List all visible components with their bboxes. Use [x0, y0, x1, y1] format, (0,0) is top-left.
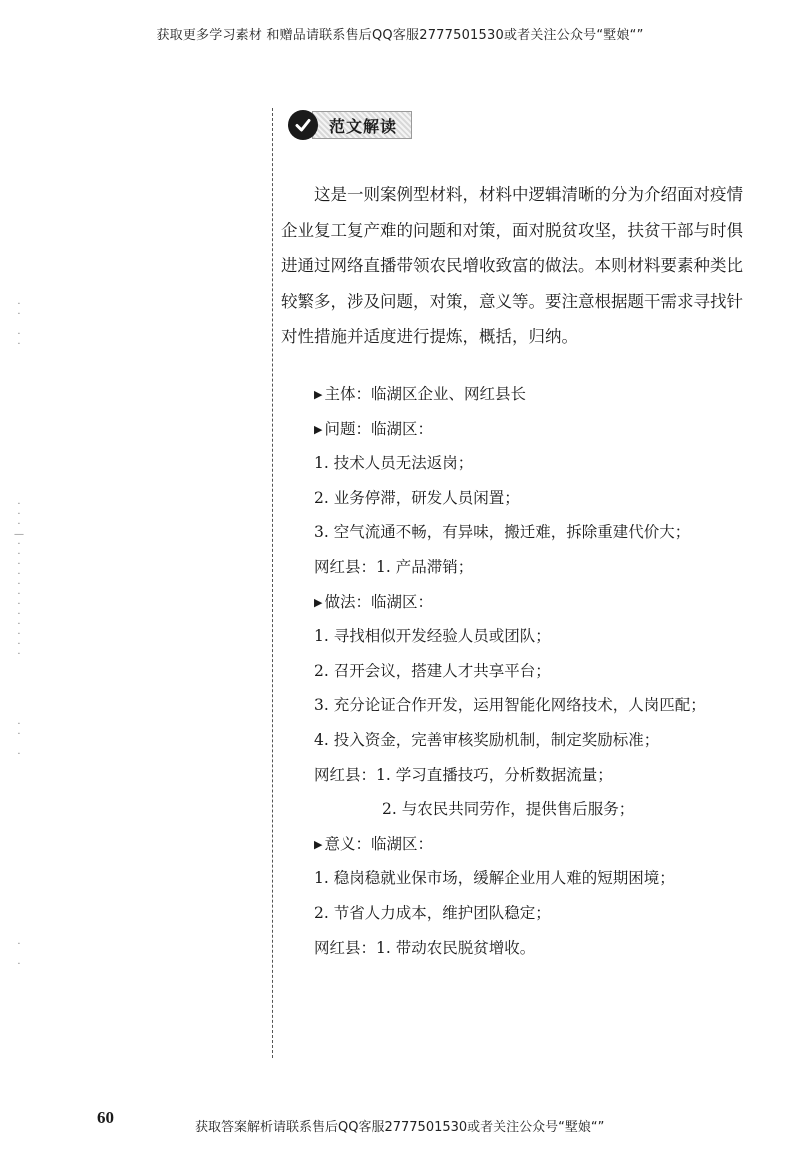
section-header — [288, 110, 412, 140]
outline-item-text: 2. 与农民共同劳作，提供售后服务； — [382, 800, 635, 819]
outline-item-text: 1. 技术人员无法返岗； — [314, 454, 474, 473]
scan-margin-marks: · · · · — [17, 299, 21, 350]
outline-item — [314, 654, 754, 689]
outline-item — [314, 412, 754, 447]
paragraph-line: 企业复工复产难的问题和对策，面对脱贫攻坚，扶贫干部与时俱 — [281, 220, 743, 240]
analysis-paragraph — [281, 177, 751, 355]
outline-item — [314, 377, 754, 412]
outline-item-text: 网红县：1. 带动农民脱贫增收。 — [314, 938, 536, 957]
outline-item-text: 4. 投入资金，完善审核奖励机制，制定奖励标准； — [314, 730, 660, 749]
outline-item-text: 3. 充分论证合作开发，运用智能化网络技术，人岗匹配； — [314, 696, 706, 715]
outline-item — [314, 688, 754, 723]
key-points-outline — [314, 377, 754, 965]
outline-item — [314, 931, 754, 966]
page-number: 60 — [97, 1108, 114, 1127]
triangle-bullet-icon: ▶ — [314, 595, 323, 609]
outline-item-text: 网红县：1. 产品滞销； — [314, 557, 474, 576]
margin-divider — [272, 108, 273, 1058]
outline-item — [314, 619, 754, 654]
triangle-bullet-icon: ▶ — [314, 422, 323, 436]
outline-item — [314, 723, 754, 758]
outline-item-text: 2. 业务停滞，研发人员闲置； — [314, 488, 520, 507]
paragraph-line: 较繁多，涉及问题，对策，意义等。要注意根据题干需求寻找针 — [281, 291, 743, 311]
outline-item-text: 2. 召开会议，搭建人才共享平台； — [314, 661, 551, 680]
paragraph-line: 对性措施并适度进行提炼，概括，归纳。 — [281, 327, 578, 346]
paragraph-line: 这是一则案例型材料，材料中逻辑清晰的分为介绍面对疫情 — [281, 185, 743, 204]
triangle-bullet-icon: ▶ — [314, 388, 323, 401]
outline-item-text: 意义：临湖区： — [324, 834, 433, 853]
checkmark-icon — [288, 110, 318, 140]
outline-item — [314, 481, 754, 516]
outline-item-text: 做法：临湖区： — [324, 592, 433, 611]
outline-item-text: 网红县：1. 学习直播技巧，分析数据流量； — [314, 765, 613, 784]
outline-item — [314, 550, 754, 585]
header-note: 获取更多学习素材 和赠品请联系售后QQ客服2777501530或者关注公众号“墅娘“” — [156, 28, 644, 43]
outline-item-text: 1. 稳岗稳就业保市场，缓解企业用人难的短期困境； — [314, 869, 675, 888]
outline-item — [314, 792, 754, 827]
scan-margin-marks: · · · — [17, 719, 21, 760]
outline-item-text: 2. 节省人力成本，维护团队稳定； — [314, 903, 551, 922]
outline-item-text: 3. 空气流通不畅，有异味，搬迁难，拆除重建代价大； — [314, 523, 691, 542]
outline-item — [314, 758, 754, 793]
outline-item — [314, 896, 754, 931]
outline-item — [314, 861, 754, 896]
outline-item-text: 问题：临湖区： — [324, 419, 433, 438]
outline-item — [314, 827, 754, 862]
footer-note: 获取答案解析请联系售后QQ客服2777501530或者关注公众号“墅娘“” — [195, 1120, 605, 1135]
outline-item — [314, 515, 754, 550]
outline-item — [314, 585, 754, 620]
outline-item — [314, 446, 754, 481]
scan-margin-marks: · · — [17, 939, 21, 970]
outline-item-text: 主体：临湖区企业、网红县长 — [324, 385, 526, 403]
triangle-bullet-icon: ▶ — [314, 837, 323, 851]
section-title: 范文解读 — [312, 111, 412, 139]
scan-margin-marks: · · · — · · · · · · · · · · · · — [14, 499, 24, 660]
paragraph-line: 进通过网络直播带领农民增收致富的做法。本则材料要素种类比 — [281, 256, 743, 275]
outline-item-text: 1. 寻找相似开发经验人员或团队； — [314, 627, 551, 646]
